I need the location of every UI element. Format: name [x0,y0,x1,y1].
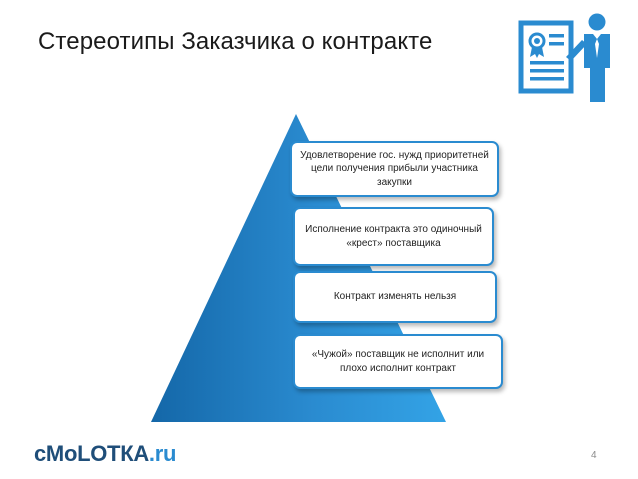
slide-title: Стереотипы Заказчика о контракте [38,28,433,55]
brand-logo-name: сМоLОТКА [34,441,149,466]
pyramid-tier-2: Исполнение контракта это одиночный «крест» поставщика [293,207,494,266]
brand-logo-domain: .ru [148,441,177,466]
page-number: 4 [591,450,597,461]
pyramid-tier-1: Удовлетворение гос. нужд приоритетней цели получения прибыли участника закупки [290,141,499,197]
brand-logo[interactable] [34,441,176,467]
pyramid-tier-4: «Чужой» поставщик не исполнит или плохо исполнит контракт [293,334,503,389]
pyramid-tier-3: Контракт изменять нельзя [293,271,497,323]
